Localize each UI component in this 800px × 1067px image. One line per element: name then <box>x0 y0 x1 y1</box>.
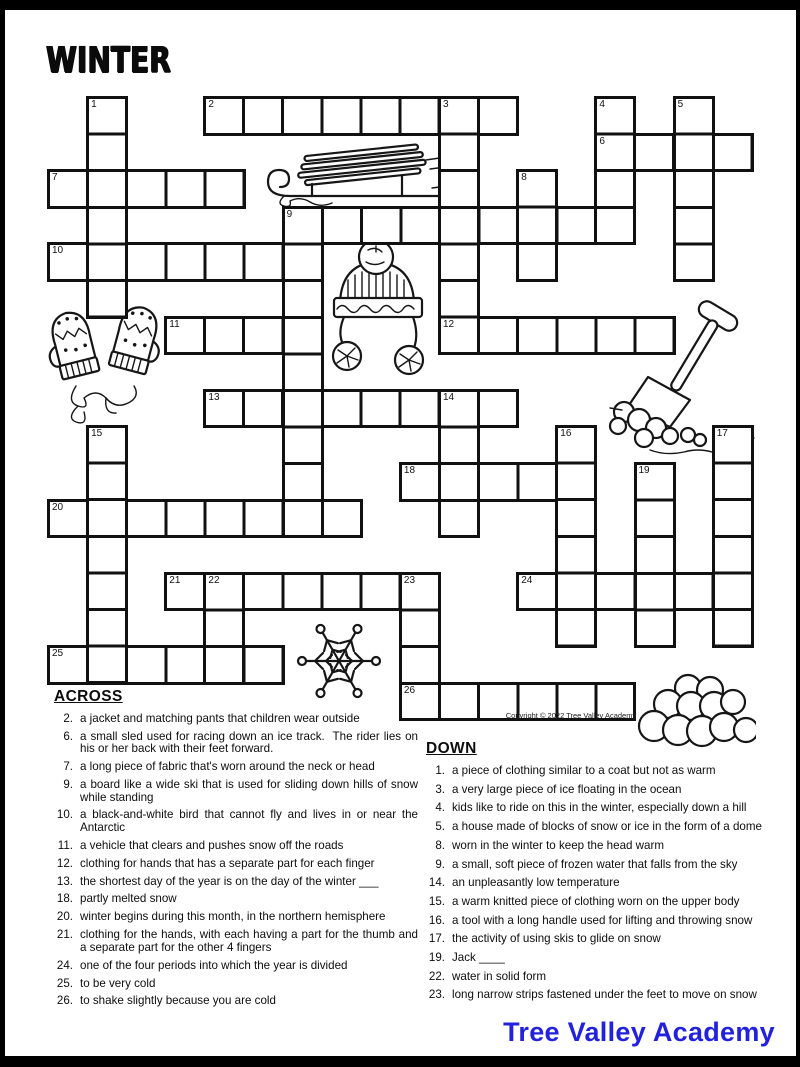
down-clue-22 <box>424 971 796 983</box>
down-clue-4 <box>424 802 796 814</box>
across-word-7[interactable] <box>47 169 246 209</box>
down-word-22[interactable] <box>203 572 245 685</box>
clue-text: a vehicle that clears and pushes snow off the roads <box>80 838 344 852</box>
down-clue-3 <box>424 784 796 796</box>
clue-number: 12. <box>56 856 73 870</box>
clue-number: 13. <box>56 874 73 888</box>
across-heading: ACROSS <box>54 688 123 705</box>
clue-text: a long piece of fabric that's worn around the neck or head <box>80 760 375 774</box>
down-word-15[interactable] <box>86 425 128 684</box>
clue-text: partly melted snow <box>80 892 177 906</box>
clue-number: 8. <box>435 838 445 852</box>
across-clue-25 <box>52 978 418 990</box>
across-clue-11 <box>52 840 418 852</box>
across-clue-18 <box>52 893 418 905</box>
down-clue-23 <box>424 989 796 1001</box>
clue-number: 19. <box>428 951 445 965</box>
clue-text: a warm knitted piece of clothing worn on the upper body <box>452 894 740 908</box>
across-clue-21 <box>52 928 422 954</box>
across-clue-24 <box>52 960 418 972</box>
down-clue-19 <box>424 952 796 964</box>
clue-number: 21. <box>56 928 73 942</box>
clue-text: the shortest day of the year is on the day of the winter ___ <box>80 874 379 888</box>
clue-number: 9. <box>63 778 73 792</box>
down-word-14[interactable] <box>438 389 480 538</box>
clue-number: 2. <box>63 712 73 725</box>
down-word-5[interactable] <box>673 96 715 282</box>
cell-number-8: 8 <box>521 172 527 184</box>
cell-number-23: 23 <box>403 574 416 586</box>
down-word-8[interactable] <box>516 169 558 282</box>
across-clue-26 <box>52 995 418 1007</box>
cell-number-5: 5 <box>677 99 684 110</box>
clue-number: 6. <box>63 729 73 743</box>
cell-number-11: 11 <box>169 318 180 330</box>
cell-number-19: 19 <box>638 465 650 476</box>
down-clue-8 <box>424 840 796 852</box>
clue-number: 3. <box>435 782 445 796</box>
clue-number: 22. <box>428 969 445 983</box>
across-clue-7 <box>52 761 418 773</box>
down-clue-1 <box>424 765 796 777</box>
clue-text: clothing for hands that has a separate part for each finger <box>80 856 375 870</box>
across-clue-9 <box>52 778 422 804</box>
cell-number-21: 21 <box>169 574 181 586</box>
across-clue-list <box>52 712 422 1008</box>
clue-text: a board like a wide ski that is used for sliding down hills of snow while standing <box>80 778 422 804</box>
down-clue-list <box>424 765 796 1002</box>
clue-text: a house made of blocks of snow or ice in the form of a dome <box>452 820 762 834</box>
cell-number-3: 3 <box>443 99 449 110</box>
down-clue-5 <box>424 821 796 833</box>
clue-number: 9. <box>435 857 445 871</box>
across-clue-6 <box>52 729 422 756</box>
clue-text: one of the four periods into which the year is divided <box>80 958 348 972</box>
cell-number-14: 14 <box>443 391 455 403</box>
clue-number: 16. <box>428 913 445 927</box>
cell-number-2: 2 <box>208 99 214 110</box>
clue-number: 25. <box>56 976 73 990</box>
cell-number-6: 6 <box>599 135 605 147</box>
cell-number-20: 20 <box>52 501 64 513</box>
cell-number-22: 22 <box>208 574 220 586</box>
clue-text: a small sled used for racing down an ice track. The rider lies on his or her back with their feet forward. <box>80 729 422 756</box>
across-word-25[interactable] <box>47 645 285 685</box>
across-clue-2 <box>52 713 418 725</box>
down-clue-14 <box>424 877 796 889</box>
clue-text: a very large piece of ice floating in the ocean <box>452 782 682 796</box>
cell-number-26: 26 <box>403 684 416 696</box>
cell-number-10: 10 <box>52 245 64 257</box>
clue-text: kids like to ride on this in the winter, especially down a hill <box>452 801 747 815</box>
down-word-1[interactable] <box>86 96 128 319</box>
cell-number-16: 16 <box>560 428 572 440</box>
copyright-note: Copyright © 2022 Tree Valley Academy <box>505 711 637 720</box>
cell-number-17: 17 <box>716 428 728 440</box>
cell-number-4: 4 <box>599 99 605 110</box>
across-clue-20 <box>52 911 418 923</box>
clue-text: worn in the winter to keep the head warm <box>452 838 665 852</box>
clue-text: the activity of using skis to glide on snow <box>452 932 661 946</box>
cell-number-15: 15 <box>91 428 103 440</box>
clue-text: a jacket and matching pants that children wear outside <box>80 712 360 725</box>
down-word-3[interactable] <box>438 96 480 355</box>
down-word-4[interactable] <box>594 96 636 245</box>
clue-text: a tool with a long handle used for lifting and throwing snow <box>452 913 753 927</box>
clue-text: Jack ____ <box>452 951 505 965</box>
down-word-19[interactable] <box>634 462 676 648</box>
clue-number: 17. <box>428 932 445 946</box>
across-section <box>52 684 422 1013</box>
clue-text: winter begins during this month, in the northern hemisphere <box>80 910 386 924</box>
clue-number: 24. <box>56 958 73 972</box>
clue-text: a piece of clothing similar to a coat but not as warm <box>452 764 716 777</box>
clue-number: 5. <box>435 820 445 834</box>
down-section <box>424 740 796 1008</box>
clue-number: 10. <box>56 808 73 822</box>
cell-number-7: 7 <box>52 172 58 184</box>
across-clue-10 <box>52 808 421 834</box>
down-clue-15 <box>424 896 796 908</box>
clue-number: 26. <box>56 994 73 1008</box>
cell-number-24: 24 <box>521 574 533 586</box>
across-clue-13 <box>52 876 418 888</box>
clue-number: 7. <box>63 760 73 774</box>
clue-text: clothing for the hands, with each having a part for the thumb and a separate part for the other 4 fingers <box>80 928 422 954</box>
clue-number: 14. <box>428 876 445 890</box>
clue-text: a small, soft piece of frozen water that falls from the sky <box>452 857 738 871</box>
clue-number: 11. <box>57 838 73 852</box>
down-word-17[interactable] <box>712 425 754 648</box>
clue-number: 20. <box>56 910 73 924</box>
down-word-9[interactable] <box>282 206 324 538</box>
down-heading: DOWN <box>426 740 477 757</box>
cell-number-9: 9 <box>286 208 293 220</box>
brand-logo: Tree Valley Academy <box>503 1017 775 1047</box>
down-clue-9 <box>424 859 796 871</box>
clue-text: a black-and-white bird that cannot fly and lives in or near the Antarctic <box>80 808 421 834</box>
down-clue-17 <box>424 933 796 945</box>
page-border-bottom <box>0 1056 800 1067</box>
clue-text: to be very cold <box>80 976 156 990</box>
cell-number-12: 12 <box>443 318 455 330</box>
cell-number-13: 13 <box>208 391 220 403</box>
down-clue-16 <box>424 915 796 927</box>
clue-text: water in solid form <box>452 969 547 983</box>
clue-number: 23. <box>428 988 445 1002</box>
clue-number: 4. <box>435 801 445 815</box>
clue-number: 1. <box>435 764 445 777</box>
clue-text: to shake slightly because you are cold <box>80 994 276 1008</box>
across-clue-12 <box>52 858 418 870</box>
clue-text: an unpleasantly low temperature <box>452 876 620 890</box>
down-word-16[interactable] <box>555 425 597 648</box>
cell-number-1: 1 <box>91 99 97 110</box>
clue-number: 18. <box>56 892 73 906</box>
clue-text: long narrow strips fastened under the feet to move on snow <box>452 988 757 1002</box>
clue-number: 15. <box>428 894 445 908</box>
cell-number-25: 25 <box>52 648 64 659</box>
cell-number-18: 18 <box>403 465 416 476</box>
page-title: WINTER <box>46 40 171 81</box>
